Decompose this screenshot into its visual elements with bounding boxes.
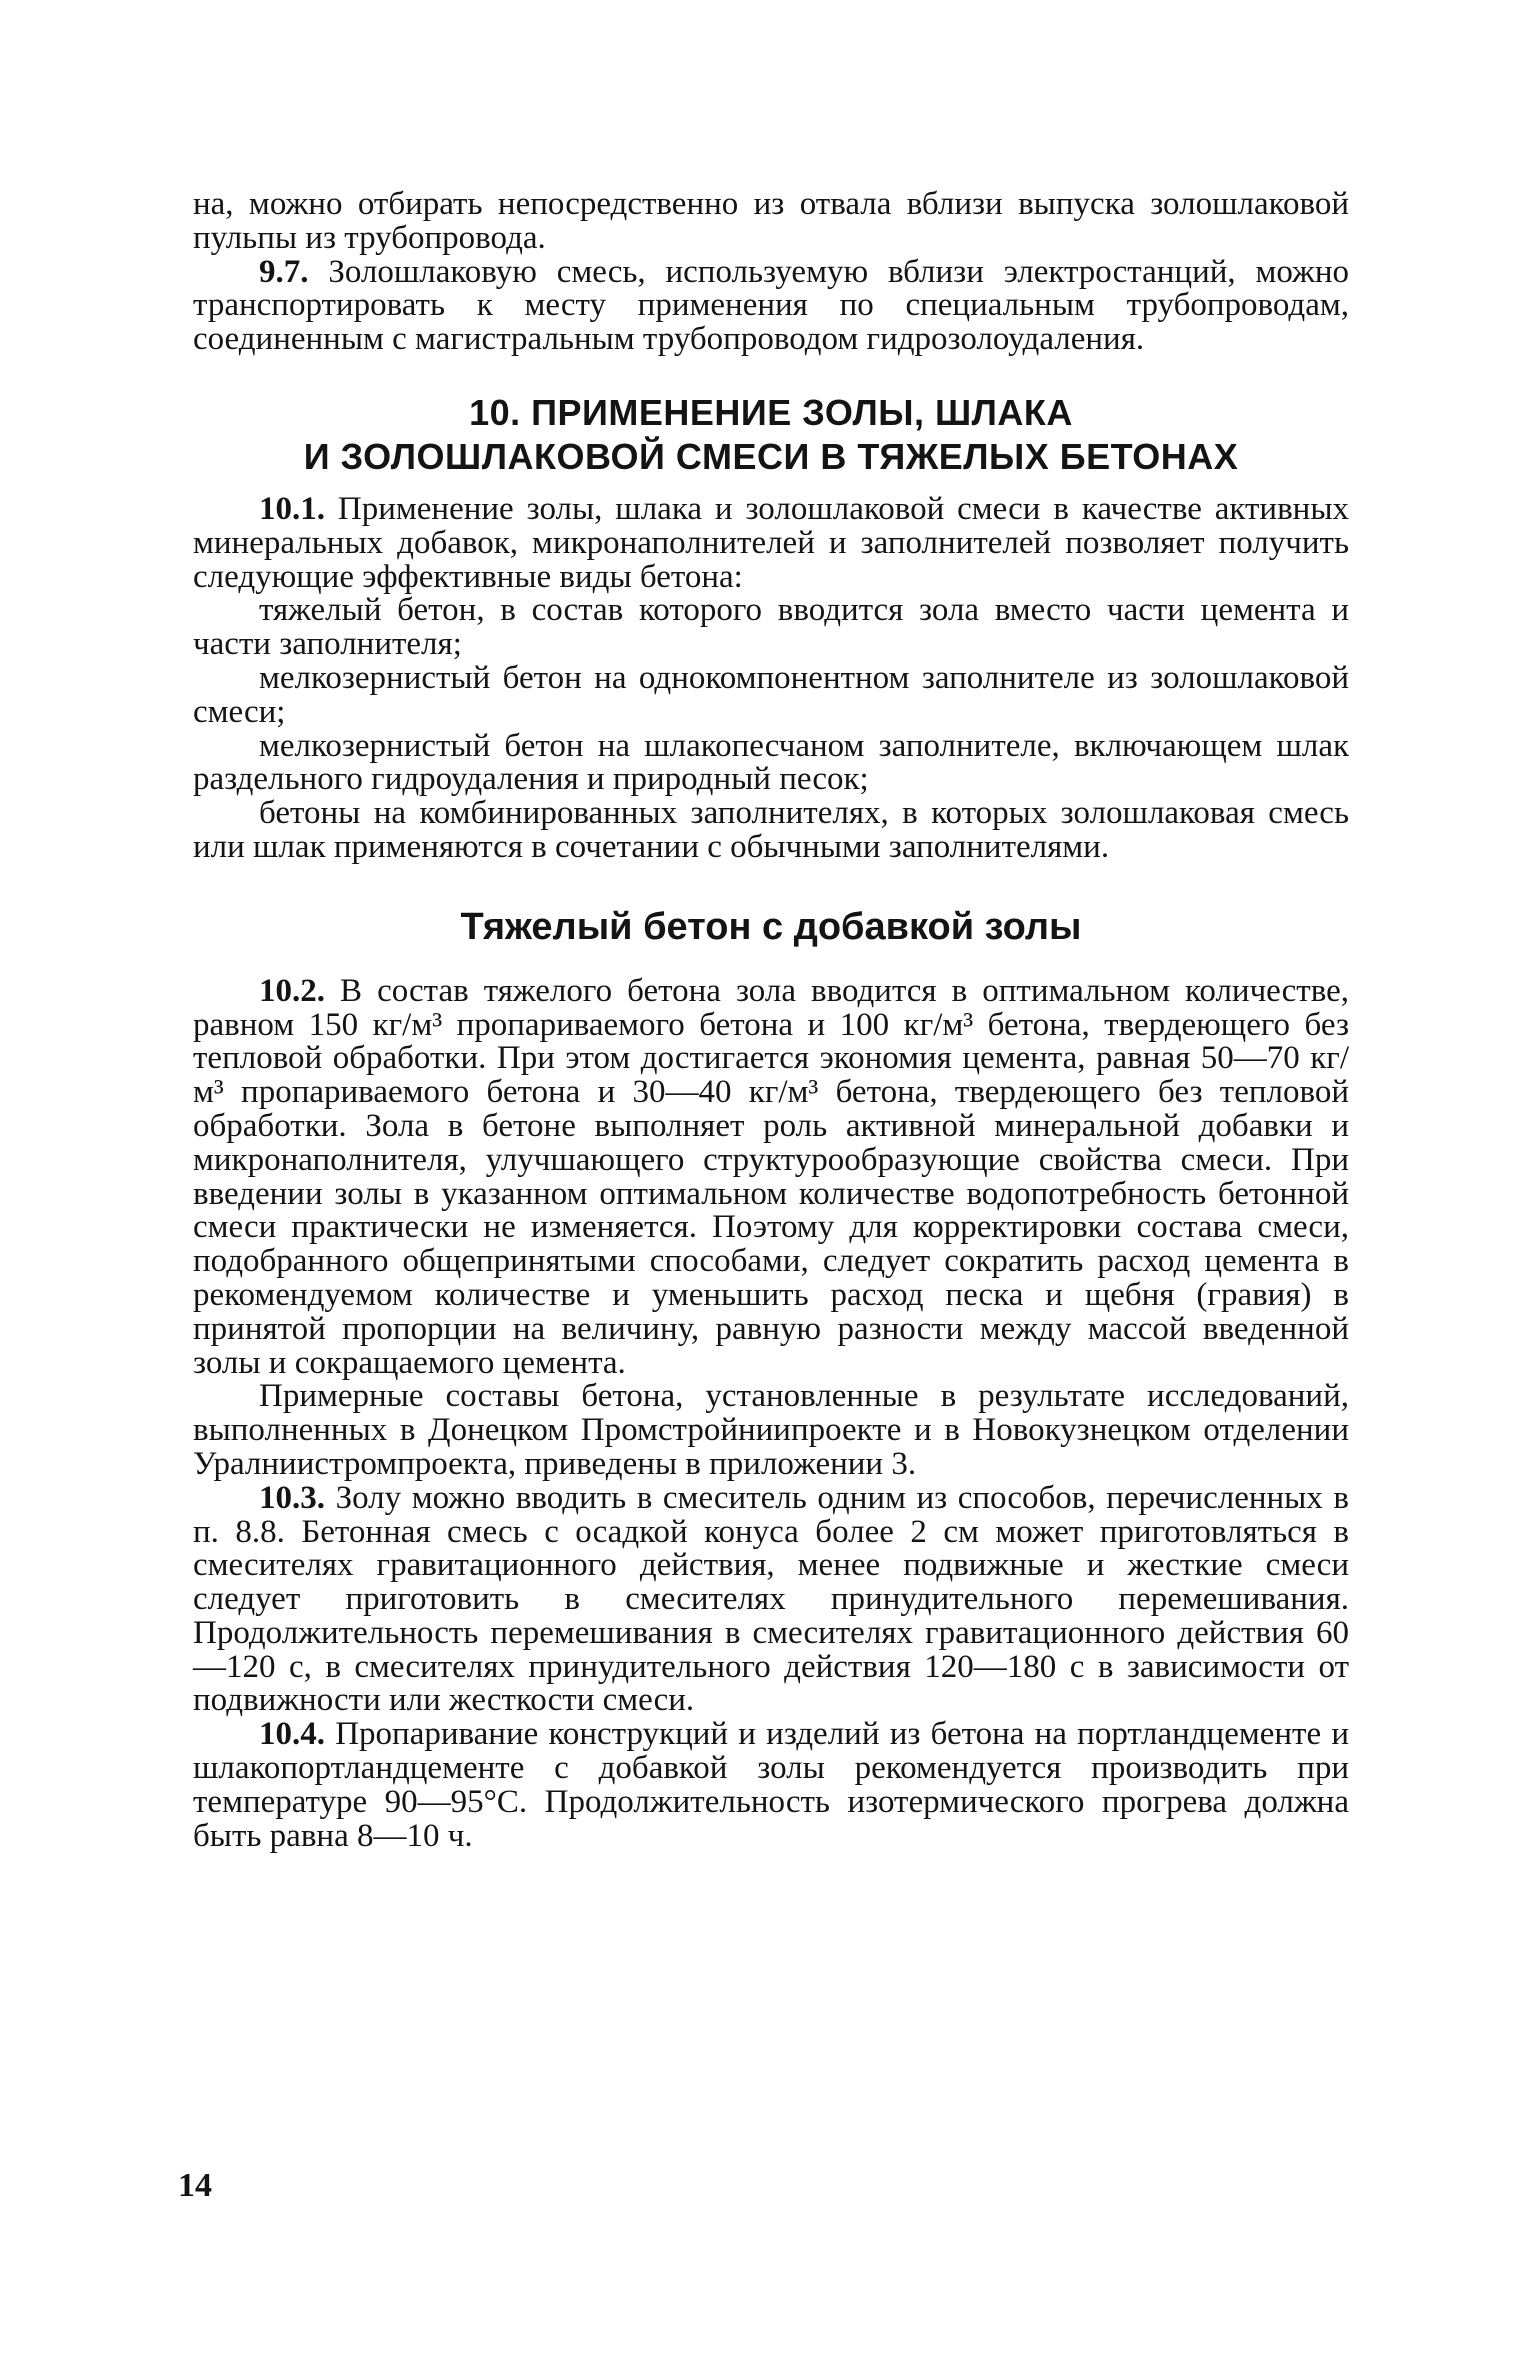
clause-text: Применение золы, шлака и золошлаковой смеси в качестве активных минеральных добавок, микронаполнителей и заполнителей позволяет получить следующие эффективные виды бетона: [193,490,1349,595]
clause-text: В состав тяжелого бетона зола вводится в оптимальном количестве, равном 150 кг/м³ пропариваемого бетона и 100 кг/м³ бетона, твердеющего без тепловой обработки. При этом достигается экономия цемента, равная 50—70 кг/м³ пропариваемого бетона и 30—40 кг/м³ бетона, твердеющего без тепловой обработки. Зола в бетоне выполняет роль активной минеральной добавки и микронаполнителя, улучшающего структурообразующие свойства смеси. При введении золы в указанном оптимальном количестве водопотребность бетонной смеси практически не изменяется. Поэтому для корректировки состава смеси, подобранного общепринятыми способами, следует сократить расход цемента в рекомендуемом количестве и уменьшить расход песка и щебня (гравия) в принятой пропорции на величину, равную разности между массой введенной золы и сокращаемого цемента. [193,972,1349,1381]
section-heading-line-2: И ЗОЛОШЛАКОВОЙ СМЕСИ В ТЯЖЕЛЫХ БЕТОНАХ [303,435,1239,477]
page-body [193,188,1349,1853]
clause-number: 10.3. [259,1479,325,1516]
clause-number: 10.2. [259,972,325,1009]
paragraph-continuation: на, можно отбирать непосредственно из отвала вблизи выпуска золошлаковой пульпы из трубопровода. [193,186,1349,256]
paragraph-9-7 [193,253,1349,358]
section-heading-line-1: 10. ПРИМЕНЕНИЕ ЗОЛЫ, ШЛАКА [469,391,1073,433]
page-number: 14 [178,2167,212,2204]
clause-text: Золошлаковую смесь, используемую вблизи электростанций, можно транспортировать к месту применения по специальным трубопроводам, соединенным с магистральным трубопроводом гидрозолоудаления. [193,253,1349,358]
clause-text: Золу можно вводить в смеситель одним из способов, перечисленных в п. 8.8. Бетонная смесь с осадкой конуса более 2 см может приготовляться в смесителях гравитационного действия, менее подвижные и жесткие смеси следует приготовить в смесителях принудительного перемешивания. Продолжительность перемешивания в смесителях гравитационного действия 60—120 с, в смесителях принудительного действия 120—180 с в зависимости от подвижности или жесткости смеси. [193,1479,1349,1719]
list-item: мелкозернистый бетон на шлакопесчаном заполнителе, включающем шлак раздельного гидроудаления и природный песок; [193,727,1349,798]
paragraph-10-2-continued: Примерные составы бетона, установленные в результате исследований, выполненных в Донецком Промстройниипроекте и в Новокузнецком отделении Уралниистромпроекта, приведены в приложении 3. [193,1378,1349,1482]
clause-number: 10.4. [259,1716,325,1753]
spacer [193,357,1349,391]
paragraph-10-4 [193,1718,1349,1853]
list-item: бетоны на комбинированных заполнителях, в которых золошлаковая смесь или шлак применяются в сочетании с обычными заполнителями. [193,795,1349,865]
spacer [193,865,1349,905]
clause-text: Пропаривание конструкций и изделий из бетона на портландцементе и шлакопортландцементе с добавкой золы рекомендуется производить при температуре 90—95°С. Продолжительность изотермического прогрева должна быть равна 8—10 ч. [193,1716,1349,1854]
subsection-heading: Тяжелый бетон с добавкой золы [460,905,1082,948]
spacer [193,949,1349,975]
paragraph-10-2 [193,972,1349,1381]
paragraph-10-3 [193,1479,1349,1719]
list-item: мелкозернистый бетон на однокомпонентном заполнителе из золошлаковой смеси; [193,659,1349,730]
clause-number: 9.7. [259,253,309,290]
list-item: тяжелый бетон, в состав которого вводится зола вместо части цемента и части заполнителя; [193,592,1349,663]
clause-number: 10.1. [259,490,325,527]
paragraph-10-1 [193,490,1349,595]
